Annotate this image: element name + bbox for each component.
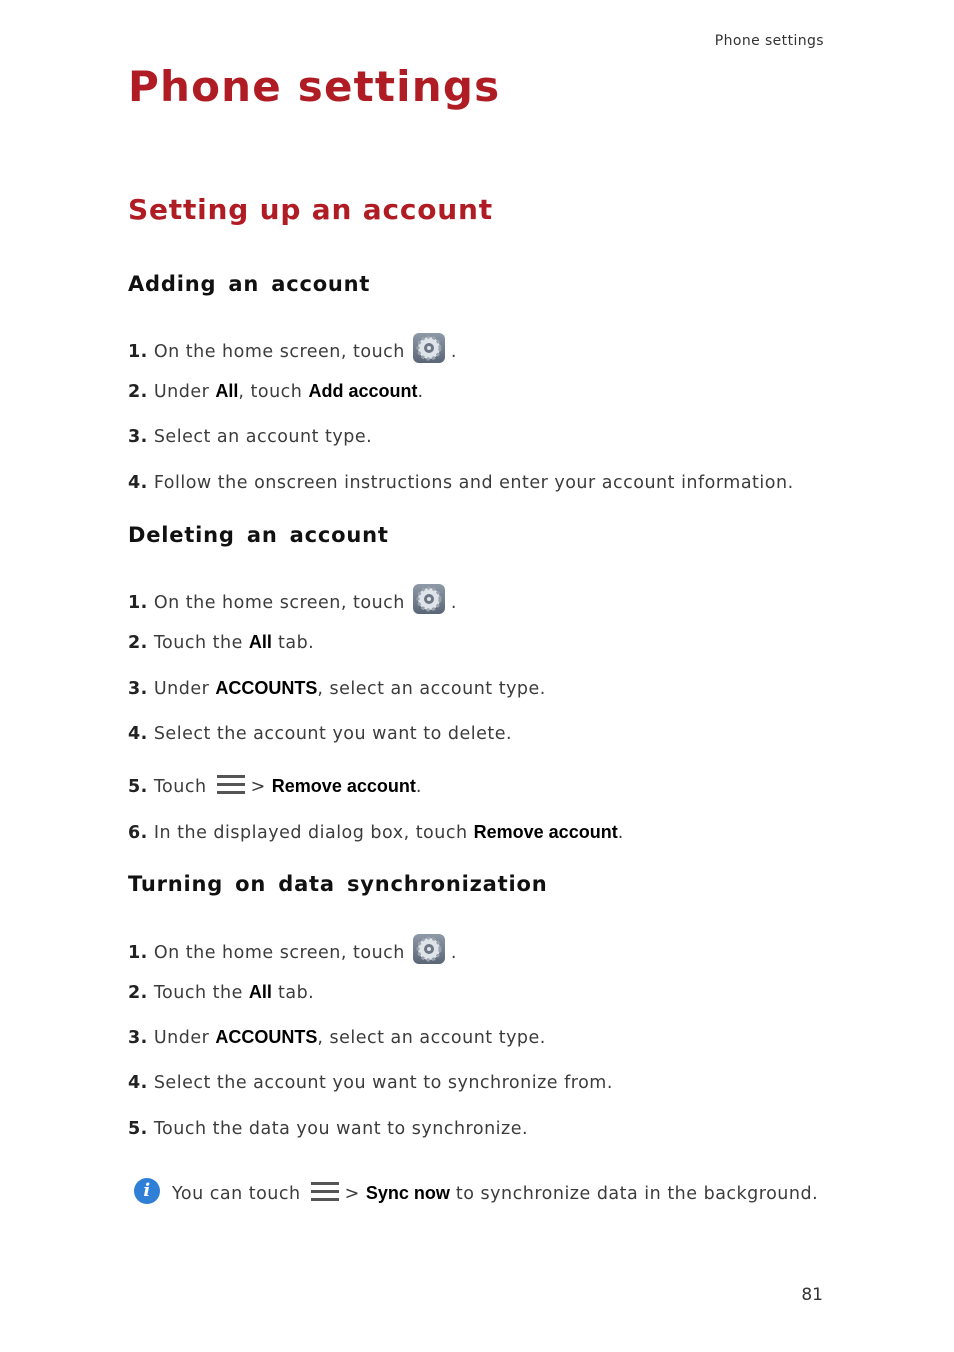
settings-gear-icon [413,584,445,614]
running-header: Phone settings [714,33,824,49]
sync-step-4: 4. Select the account you want to synchronize from. [128,1073,613,1093]
deleting-step-5: 5. Touch > Remove account. [128,776,422,797]
sync-now-label: Sync now [365,1183,450,1203]
section-title: Setting up an account [128,193,493,226]
page-title: Phone settings [128,62,501,111]
all-tab-label: All [248,982,272,1002]
settings-gear-icon [413,934,445,964]
deleting-account-heading: Deleting an account [128,523,389,547]
info-note: i You can touch > Sync now to synchronize data in the background. [134,1178,818,1204]
deleting-step-3: 3. Under ACCOUNTS, select an account type. [128,678,546,699]
deleting-step-4: 4. Select the account you want to delete. [128,724,513,744]
menu-icon [217,775,245,795]
page-number: 81 [801,1285,823,1305]
adding-step-1: 1. On the home screen, touch . [128,333,457,364]
remove-account-label: Remove account [473,822,618,842]
sync-step-3: 3. Under ACCOUNTS, select an account type. [128,1027,546,1048]
remove-account-label: Remove account [271,776,416,796]
settings-gear-icon [413,333,445,363]
add-account-label: Add account [308,381,418,401]
step-number: 1. [128,342,148,362]
sync-step-2: 2. Touch the All tab. [128,982,315,1003]
adding-step-2: 2. Under All, touch Add account. [128,381,424,402]
accounts-label: ACCOUNTS [215,1027,318,1047]
accounts-label: ACCOUNTS [215,678,318,698]
all-tab-label: All [215,381,239,401]
info-icon: i [134,1178,160,1204]
menu-icon [311,1182,339,1202]
sync-step-5: 5. Touch the data you want to synchronize. [128,1119,529,1139]
sync-step-1: 1. On the home screen, touch . [128,934,457,965]
adding-account-heading: Adding an account [128,272,371,296]
step-text: On the home screen, touch [153,342,405,362]
deleting-step-6: 6. In the displayed dialog box, touch Remove account. [128,822,624,843]
adding-step-4: 4. Follow the onscreen instructions and enter your account information. [128,473,794,493]
all-tab-label: All [248,632,272,652]
adding-step-3: 3. Select an account type. [128,427,373,447]
deleting-step-1: 1. On the home screen, touch . [128,584,457,615]
deleting-step-2: 2. Touch the All tab. [128,632,315,653]
sync-heading: Turning on data synchronization [128,872,548,896]
